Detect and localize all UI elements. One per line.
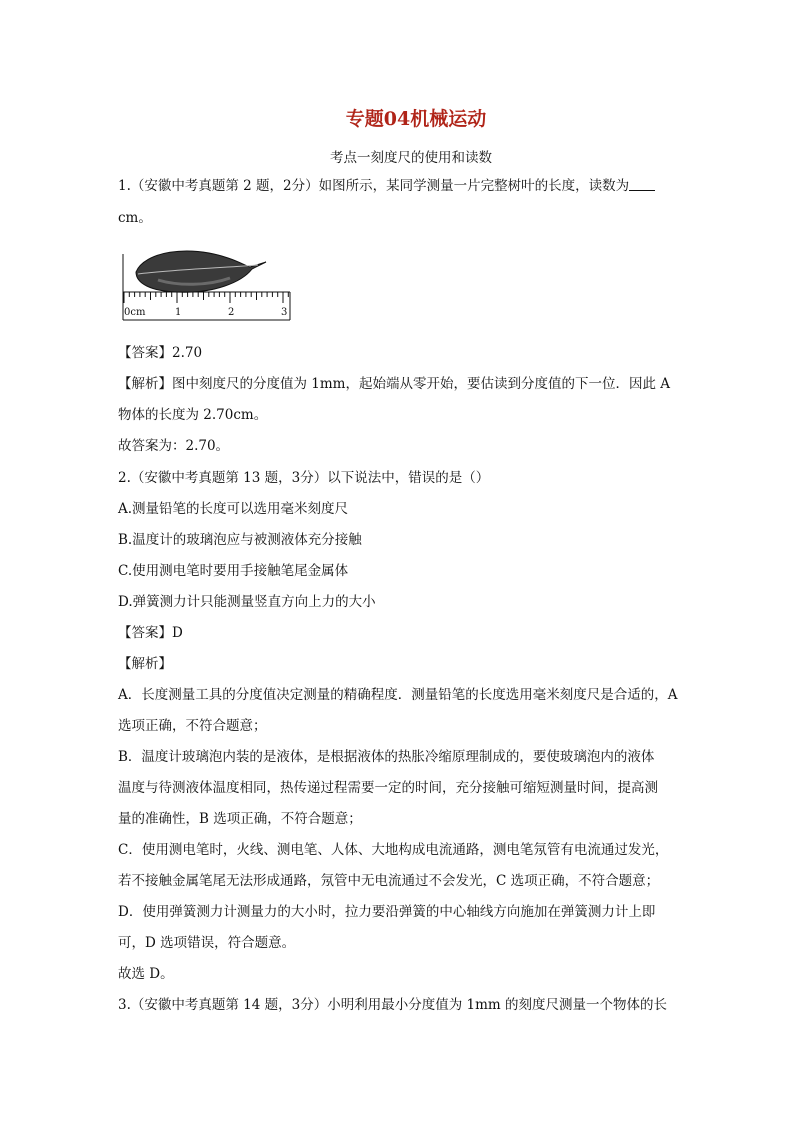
question-2-analysis-a-line-1: A．长度测量工具的分度值决定测量的精确程度．测量铅笔的长度选用毫米刻度尺是合适的，A	[118, 687, 678, 703]
question-2-analysis-c-line-2: 若不接触金属笔尾无法形成通路，氖管中无电流通过不会发光，C 选项正确，不符合题意；	[118, 873, 660, 889]
question-2-analysis-b-line-1: B．温度计玻璃泡内装的是液体，是根据液体的热胀冷缩原理制成的，要使玻璃泡内的液体	[118, 749, 655, 765]
question-2-analysis-b-line-2: 温度与待测液体温度相同，热传递过程需要一定的时间，充分接触可缩短测量时间，提高测	[118, 780, 658, 796]
question-2-analysis-a-line-2: 选项正确，不符合题意；	[118, 718, 267, 734]
ruler-label-2: 2	[228, 307, 235, 318]
question-2-analysis-d-line-2: 可，D 选项错误，符合题意。	[118, 935, 296, 951]
question-1-analysis-line-1: 【解析】图中刻度尺的分度值为 1mm，起始端从零开始，要估读到分度值的下一位．因此 A	[118, 376, 671, 392]
question-1-answer: 【答案】2.70	[118, 345, 203, 361]
ruler-label-1: 1	[175, 307, 182, 318]
question-3-stem: 3.（安徽中考真题第 14 题，3分）小明利用最小分度值为 1mm 的刻度尺测量一个物体的长	[118, 997, 668, 1013]
question-2-stem: 2.（安徽中考真题第 13 题，3分）以下说法中，错误的是（）	[118, 470, 490, 486]
ruler-label-3: 3	[281, 307, 288, 318]
leaf-ruler-figure	[118, 234, 298, 324]
leaf-ruler-svg	[118, 234, 298, 324]
leaf-shape	[136, 251, 266, 292]
question-2-option-c: C.使用测电笔时要用手接触笔尾金属体	[118, 563, 349, 579]
section-subtitle: 考点一刻度尺的使用和读数	[330, 150, 492, 166]
question-2-analysis-c-line-1: C．使用测电笔时，火线、测电笔、人体、大地构成电流通路，测电笔氖管有电流通过发光，	[118, 842, 669, 858]
question-1-stem	[118, 176, 655, 196]
question-1-text: 1.（安徽中考真题第 2 题，2分）如图所示，某同学测量一片完整树叶的长度，读数为	[118, 178, 630, 194]
question-2-option-b: B.温度计的玻璃泡应与被测液体充分接触	[118, 532, 362, 548]
question-2-analysis-title: 【解析】	[118, 656, 172, 672]
page-title: 专题04机械运动	[345, 108, 487, 130]
question-2-answer: 【答案】D	[118, 625, 183, 641]
question-2-option-d: D.弹簧测力计只能测量竖直方向上力的大小	[118, 594, 376, 610]
ruler-label-0: 0cm	[124, 307, 146, 318]
ruler-ticks	[124, 292, 288, 303]
question-2-option-a: A.测量铅笔的长度可以选用毫米刻度尺	[118, 501, 349, 517]
answer-blank	[629, 176, 655, 191]
question-1-conclusion: 故答案为：2.70。	[118, 438, 230, 454]
question-2-analysis-b-line-3: 量的准确性，B 选项正确，不符合题意；	[118, 811, 362, 827]
question-1-analysis-line-2: 物体的长度为 2.70cm。	[118, 407, 268, 423]
question-2-conclusion: 故选 D。	[118, 966, 174, 982]
question-2-analysis-d-line-1: D．使用弹簧测力计测量力的大小时，拉力要沿弹簧的中心轴线方向施加在弹簧测力计上即	[118, 904, 656, 920]
question-1-unit: cm。	[118, 210, 152, 226]
